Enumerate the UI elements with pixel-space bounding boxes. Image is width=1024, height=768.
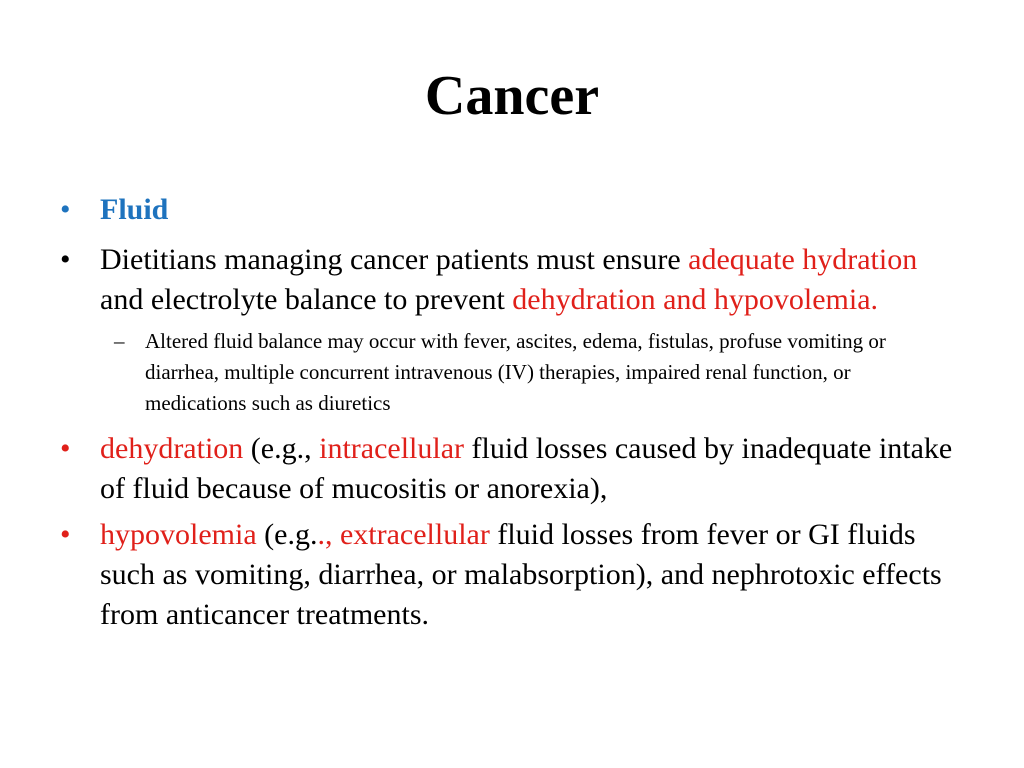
text-run: fluid losses from fever or GI fluids such as vomiting, diarrhea, or malabsorption), and nephrotoxic effects from anticancer treatments. — [100, 518, 942, 631]
bullet-item-fluid — [56, 190, 956, 230]
bullet-icon: • — [60, 193, 71, 226]
highlight-text: ., extracellular — [317, 518, 490, 551]
text-run: (e.g., — [243, 432, 320, 465]
slide-body — [56, 190, 956, 641]
sub-bullet-text: Altered fluid balance may occur with fever, ascites, edema, fistulas, profuse vomiting or diarrhea, multiple concurrent intravenous (IV) therapies, impaired renal function, or medications such as diuretics — [145, 329, 886, 415]
section-heading: Fluid — [100, 193, 169, 226]
highlight-text: dehydration and hypovolemia. — [512, 283, 879, 316]
bullet-item-dehydration — [56, 429, 956, 509]
text-run: (e.g. — [256, 518, 318, 551]
sub-bullet-altered-fluid — [56, 326, 956, 419]
text-run: Dietitians managing cancer patients must ensure — [100, 243, 689, 276]
slide-title: Cancer — [424, 65, 600, 127]
dash-icon: – — [114, 329, 125, 353]
bullet-icon: • — [60, 432, 71, 465]
highlight-text: adequate hydration — [688, 243, 918, 276]
bullet-item-dietitians — [56, 240, 956, 320]
bullet-item-hypovolemia — [56, 515, 956, 635]
text-run: fluid losses caused by inadequate intake of fluid because of mucositis or anorexia), — [100, 432, 953, 505]
highlight-text: dehydration — [100, 432, 244, 465]
bullet-icon: • — [60, 518, 71, 551]
bullet-icon: • — [60, 243, 71, 276]
text-run: and electrolyte balance to prevent — [100, 283, 513, 316]
highlight-text: intracellular — [319, 432, 465, 465]
highlight-text: hypovolemia — [100, 518, 257, 551]
